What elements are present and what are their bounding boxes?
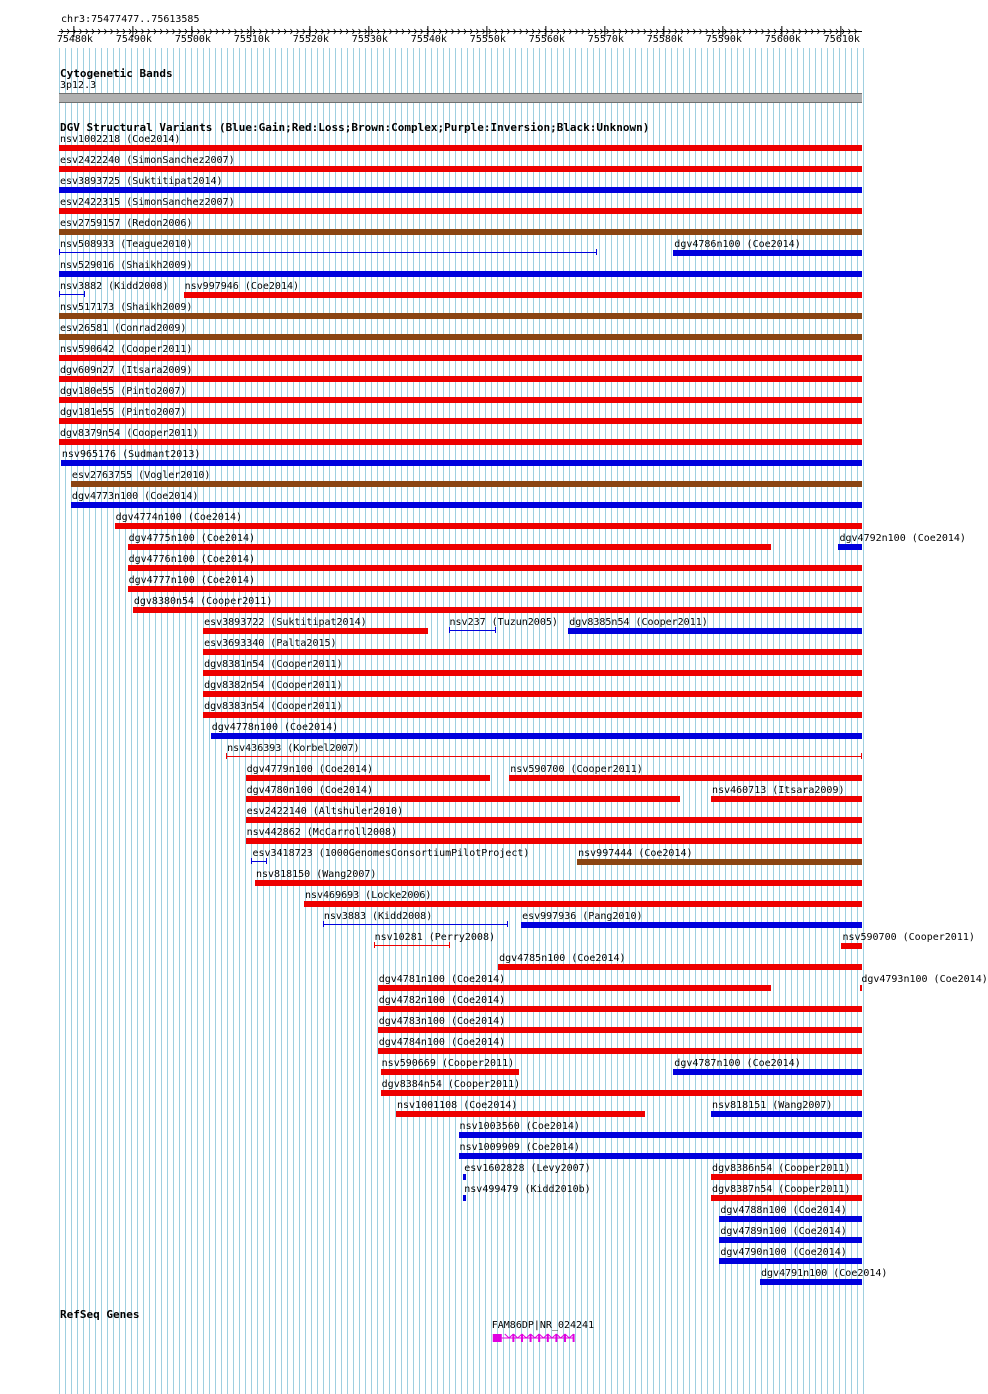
dgv-feature[interactable] (323, 910, 508, 930)
dgv-feature-label[interactable]: dgv609n27 (Itsara2009) (60, 365, 193, 376)
dgv-feature-bar[interactable] (711, 796, 862, 802)
dgv-feature-label[interactable]: dgv4791n100 (Coe2014) (761, 1268, 888, 1279)
dgv-feature[interactable] (203, 700, 862, 720)
dgv-feature-label[interactable]: esv2422240 (SimonSanchez2007) (60, 155, 235, 166)
dgv-feature-label[interactable]: nsv590700 (Cooper2011) (510, 764, 643, 775)
dgv-feature-label[interactable]: dgv4792n100 (Coe2014) (839, 533, 966, 544)
dgv-feature-bar[interactable] (59, 334, 862, 340)
dgv-feature-label[interactable]: esv3418723 (1000GenomesConsortiumPilotProject) (252, 848, 530, 859)
dgv-feature-label[interactable]: nsv499479 (Kidd2010b) (464, 1184, 591, 1195)
dgv-feature[interactable] (378, 973, 771, 993)
dgv-feature[interactable] (59, 406, 862, 426)
dgv-feature[interactable] (463, 1183, 591, 1203)
dgv-feature-bar[interactable] (59, 376, 862, 382)
dgv-feature[interactable] (59, 175, 862, 195)
ruler-tick-label: 75560k (528, 34, 565, 45)
dgv-feature-bar[interactable] (59, 208, 862, 214)
dgv-feature-label[interactable]: dgv4779n100 (Coe2014) (246, 764, 373, 775)
gene-label[interactable]: FAM86DP|NR_024241 (491, 1320, 595, 1331)
dgv-feature-bar[interactable] (59, 271, 862, 277)
dgv-feature-bar[interactable] (841, 943, 862, 949)
dgv-feature-bar[interactable] (71, 481, 862, 487)
dgv-feature[interactable] (59, 238, 597, 258)
dgv-feature[interactable] (711, 1099, 862, 1119)
dgv-feature-label[interactable]: dgv8384n54 (Cooper2011) (381, 1079, 521, 1090)
dgv-feature-label[interactable]: esv3693340 (Palta2015) (204, 638, 337, 649)
dgv-feature[interactable] (459, 1141, 862, 1161)
dgv-feature-bar[interactable] (71, 502, 862, 508)
dgv-feature-label[interactable]: dgv8387n54 (Cooper2011) (712, 1184, 851, 1195)
dgv-feature[interactable] (71, 469, 862, 489)
dgv-feature-bar[interactable] (211, 733, 862, 739)
dgv-feature-label[interactable]: dgv4776n100 (Coe2014) (128, 554, 255, 565)
dgv-feature-label[interactable]: esv3893722 (Suktitipat2014) (204, 617, 367, 628)
dgv-feature-bar[interactable] (203, 649, 862, 655)
dgv-feature[interactable] (133, 595, 862, 615)
dgv-feature-bar[interactable] (459, 1132, 862, 1138)
dgv-feature-bar[interactable] (378, 1027, 862, 1033)
dgv-feature[interactable] (449, 616, 558, 636)
dgv-feature-bar[interactable] (463, 1195, 465, 1201)
dgv-feature[interactable] (59, 301, 862, 321)
dgv-feature[interactable] (381, 1078, 862, 1098)
ruler-tick-label: 75580k (646, 34, 683, 45)
dgv-feature[interactable] (711, 1183, 862, 1203)
dgv-feature[interactable] (59, 364, 862, 384)
dgv-feature[interactable] (498, 952, 862, 972)
gene-exon[interactable] (493, 1334, 502, 1342)
dgv-feature[interactable] (463, 1162, 591, 1182)
dgv-feature[interactable] (577, 847, 862, 867)
ruler-tick-label: 75510k (233, 34, 270, 45)
dgv-feature-bar[interactable] (59, 229, 862, 235)
gene-intron-chevron (522, 1334, 531, 1338)
dgv-feature-bar[interactable] (711, 1111, 862, 1117)
dgv-feature[interactable] (203, 637, 862, 657)
dgv-feature-bar[interactable] (59, 252, 597, 253)
dgv-feature-label[interactable]: nsv10281 (Perry2008) (374, 932, 495, 943)
dgv-feature-bar[interactable] (59, 294, 85, 295)
dgv-feature[interactable] (255, 868, 862, 888)
dgv-feature-bar[interactable] (378, 1048, 862, 1054)
ruler-tick-label: 75600k (764, 34, 801, 45)
dgv-feature[interactable] (128, 553, 862, 573)
cytoband-track-title[interactable]: Cytogenetic Bands (60, 67, 173, 80)
dgv-feature-bar[interactable] (396, 1111, 645, 1117)
dgv-feature-label[interactable]: nsv508933 (Teague2010) (60, 239, 193, 250)
dgv-feature-bar[interactable] (838, 544, 862, 550)
dgv-feature-label[interactable]: dgv8383n54 (Cooper2011) (204, 701, 343, 712)
dgv-feature-label[interactable]: dgv4774n100 (Coe2014) (115, 512, 243, 523)
dgv-feature-bar[interactable] (203, 712, 862, 718)
dgv-feature-bar[interactable] (719, 1216, 862, 1222)
dgv-feature-label[interactable]: dgv4786n100 (Coe2014) (674, 239, 801, 250)
dgv-feature-label[interactable]: dgv4780n100 (Coe2014) (246, 785, 373, 796)
dgv-feature-bar[interactable] (323, 924, 508, 925)
dgv-feature[interactable] (203, 616, 428, 636)
dgv-feature-label[interactable]: dgv8380n54 (Cooper2011) (133, 596, 273, 607)
dgv-feature-label[interactable]: dgv180e55 (Pinto2007) (60, 386, 187, 397)
ruler-tick-label: 75610k (823, 34, 860, 45)
dgv-feature-bar[interactable] (568, 628, 862, 634)
dgv-feature-label[interactable]: esv2422315 (SimonSanchez2007) (60, 197, 235, 208)
dgv-feature-bar[interactable] (115, 523, 862, 529)
ruler-tick-label: 75590k (705, 34, 742, 45)
dgv-feature[interactable] (251, 847, 530, 867)
dgv-feature-label[interactable]: dgv4788n100 (Coe2014) (720, 1205, 847, 1216)
ruler-tick-label: 75530k (351, 34, 388, 45)
dgv-feature[interactable] (59, 133, 862, 153)
dgv-feature[interactable] (378, 1036, 862, 1056)
dgv-feature[interactable] (760, 1267, 888, 1287)
dgv-feature-bar[interactable] (463, 1174, 465, 1180)
dgv-feature-bar[interactable] (381, 1069, 519, 1075)
dgv-feature-bar[interactable] (521, 922, 862, 928)
dgv-feature[interactable] (226, 742, 862, 762)
dgv-feature-bar[interactable] (128, 544, 771, 550)
dgv-feature-bar[interactable] (59, 397, 862, 403)
dgv-feature-label[interactable]: nsv590669 (Cooper2011) (381, 1058, 515, 1069)
dgv-feature[interactable] (246, 763, 491, 783)
dgv-feature-label[interactable]: nsv997946 (Coe2014) (184, 281, 299, 292)
dgv-feature-label[interactable]: nsv997444 (Coe2014) (578, 848, 693, 859)
dgv-feature-bar[interactable] (255, 880, 862, 886)
dgv-feature-bar[interactable] (378, 1006, 862, 1012)
dgv-feature-bar[interactable] (711, 1195, 862, 1201)
dgv-feature-label[interactable]: nsv818151 (Wang2007) (712, 1100, 833, 1111)
dgv-feature-label[interactable]: dgv8381n54 (Cooper2011) (204, 659, 343, 670)
dgv-feature[interactable] (59, 259, 862, 279)
dgv-feature[interactable] (459, 1120, 862, 1140)
dgv-feature-label[interactable]: esv2763755 (Vogler2010) (71, 470, 211, 481)
dgv-feature-label[interactable]: dgv4775n100 (Coe2014) (128, 533, 255, 544)
dgv-feature[interactable] (711, 784, 862, 804)
dgv-feature-label[interactable]: nsv1009909 (Coe2014) (459, 1142, 580, 1153)
dgv-feature[interactable] (838, 532, 966, 552)
ruler-tick-label: 75500k (174, 34, 211, 45)
ruler-tick-label: 75540k (410, 34, 447, 45)
dgv-feature-label[interactable]: nsv590642 (Cooper2011) (60, 344, 193, 355)
dgv-feature-bar[interactable] (128, 565, 862, 571)
dgv-feature-bar[interactable] (246, 796, 681, 802)
dgv-feature-label[interactable]: nsv442862 (McCarroll2008) (246, 827, 398, 838)
dgv-feature-bar[interactable] (719, 1237, 862, 1243)
dgv-feature[interactable] (719, 1225, 862, 1245)
dgv-feature-bar[interactable] (184, 292, 862, 298)
dgv-feature-bar[interactable] (378, 985, 771, 991)
dgv-feature-bar[interactable] (673, 1069, 862, 1075)
dgv-feature-label[interactable]: dgv4785n100 (Coe2014) (499, 953, 626, 964)
dgv-feature[interactable] (711, 1162, 862, 1182)
dgv-feature-bar[interactable] (860, 985, 862, 991)
dgv-feature[interactable] (61, 448, 862, 468)
ruler-tick-label: 75480k (56, 34, 93, 45)
dgv-feature[interactable] (184, 280, 862, 300)
dgv-feature[interactable] (203, 679, 862, 699)
dgv-feature[interactable] (246, 784, 681, 804)
ruler-tick-label: 75520k (292, 34, 329, 45)
dgv-feature[interactable] (115, 511, 862, 531)
dgv-feature-bar[interactable] (203, 691, 862, 697)
dgv-feature-label[interactable]: nsv3882 (Kidd2008) (60, 281, 169, 292)
dgv-feature-label[interactable]: dgv181e55 (Pinto2007) (60, 407, 187, 418)
dgv-feature[interactable] (304, 889, 862, 909)
dgv-feature[interactable] (59, 217, 862, 237)
dgv-feature-bar[interactable] (128, 586, 862, 592)
dgv-feature-label[interactable]: nsv469693 (Locke2006) (304, 890, 432, 901)
dgv-feature-label[interactable]: nsv1001108 (Coe2014) (397, 1100, 518, 1111)
dgv-feature-bar[interactable] (760, 1279, 862, 1285)
dgv-feature[interactable] (719, 1246, 862, 1266)
cytoband-bar[interactable] (59, 93, 862, 103)
dgv-feature-label[interactable]: esv2422140 (Altshuler2010) (246, 806, 404, 817)
dgv-feature-bar[interactable] (61, 460, 862, 466)
gene-exon[interactable] (573, 1334, 575, 1342)
gene-intron-chevron (565, 1334, 574, 1338)
dgv-feature-bar[interactable] (381, 1090, 862, 1096)
dgv-feature[interactable] (673, 1057, 862, 1077)
dgv-feature-label[interactable]: esv1602828 (Levy2007) (464, 1163, 591, 1174)
dgv-feature-bar[interactable] (673, 250, 862, 256)
dgv-feature[interactable] (521, 910, 862, 930)
dgv-feature-label[interactable]: dgv4781n100 (Coe2014) (378, 974, 506, 985)
dgv-feature[interactable] (59, 154, 862, 174)
dgv-feature-label[interactable]: esv26581 (Conrad2009) (60, 323, 187, 334)
dgv-feature[interactable] (841, 931, 975, 951)
dgv-feature-label[interactable]: nsv436393 (Korbel2007) (227, 743, 360, 754)
dgv-feature[interactable] (246, 805, 862, 825)
gene-intron-chevron (539, 1334, 548, 1338)
dgv-feature[interactable] (59, 196, 862, 216)
dgv-feature-label[interactable]: nsv460713 (Itsara2009) (712, 785, 845, 796)
dgv-feature-label[interactable]: esv997936 (Pang2010) (522, 911, 643, 922)
dgv-feature-bar[interactable] (246, 775, 491, 781)
dgv-feature-bar[interactable] (246, 817, 862, 823)
dgv-feature-bar[interactable] (577, 859, 862, 865)
dgv-feature-label[interactable]: esv2759157 (Redon2006) (60, 218, 193, 229)
dgv-feature-bar[interactable] (59, 355, 862, 361)
dgv-feature-bar[interactable] (374, 945, 451, 946)
dgv-feature-bar[interactable] (59, 166, 862, 172)
dgv-feature-label[interactable]: nsv517173 (Shaikh2009) (60, 302, 193, 313)
dgv-feature-bar[interactable] (498, 964, 862, 970)
dgv-feature[interactable] (59, 427, 862, 447)
dgv-feature-label[interactable]: dgv4787n100 (Coe2014) (674, 1058, 801, 1069)
dgv-feature-label[interactable]: dgv4790n100 (Coe2014) (720, 1247, 847, 1258)
dgv-feature-label[interactable]: dgv8382n54 (Cooper2011) (204, 680, 343, 691)
dgv-feature[interactable] (378, 1015, 862, 1035)
dgv-feature-label[interactable]: nsv1003560 (Coe2014) (459, 1121, 580, 1132)
dgv-feature-label[interactable]: nsv237 (Tuzun2005) (449, 617, 558, 628)
dgv-feature-bar[interactable] (509, 775, 862, 781)
dgv-feature-label[interactable]: nsv1002218 (Coe2014) (60, 134, 181, 145)
dgv-feature-label[interactable]: dgv8385n54 (Cooper2011) (569, 617, 708, 628)
dgv-feature-bar[interactable] (719, 1258, 862, 1264)
dgv-feature-bar[interactable] (203, 670, 862, 676)
dgv-feature-label[interactable]: dgv8379n54 (Cooper2011) (60, 428, 199, 439)
cytoband-label: 3p12.3 (60, 80, 97, 91)
dgv-feature[interactable] (719, 1204, 862, 1224)
dgv-feature-label[interactable]: nsv818150 (Wang2007) (256, 869, 377, 880)
dgv-feature-label[interactable]: dgv4778n100 (Coe2014) (211, 722, 339, 733)
dgv-feature[interactable] (203, 658, 862, 678)
dgv-feature[interactable] (59, 280, 169, 300)
dgv-feature[interactable] (211, 721, 862, 741)
dgv-feature-bar[interactable] (203, 628, 428, 634)
dgv-feature-bar[interactable] (59, 145, 862, 151)
dgv-feature[interactable] (568, 616, 862, 636)
gene-intron-chevron (531, 1334, 540, 1338)
dgv-feature-label[interactable]: dgv4784n100 (Coe2014) (378, 1037, 506, 1048)
dgv-feature-bar[interactable] (459, 1153, 862, 1159)
dgv-feature-label[interactable]: nsv590700 (Cooper2011) (842, 932, 975, 943)
dgv-feature-label[interactable]: dgv4793n100 (Coe2014) (861, 974, 988, 985)
gene-intron-chevron (513, 1334, 522, 1338)
gene-intron-chevron (556, 1334, 565, 1338)
dgv-feature-bar[interactable] (251, 861, 267, 862)
dgv-feature-bar[interactable] (59, 313, 862, 319)
ruler-tick-label: 75570k (587, 34, 624, 45)
refseq-track-title[interactable]: RefSeq Genes (60, 1308, 140, 1321)
dgv-feature-bar[interactable] (246, 838, 862, 844)
dgv-feature-label[interactable]: nsv3883 (Kidd2008) (323, 911, 433, 922)
dgv-feature[interactable] (71, 490, 862, 510)
gene-model[interactable] (0, 1330, 890, 1350)
dgv-feature-bar[interactable] (59, 418, 862, 424)
gene-intron-chevron (505, 1334, 514, 1338)
dgv-feature[interactable] (673, 238, 862, 258)
dgv-feature-label[interactable]: esv3893725 (Suktitipat2014) (60, 176, 223, 187)
dgv-feature[interactable] (396, 1099, 645, 1119)
dgv-feature-bar[interactable] (304, 901, 862, 907)
ruler-tick-label: 75550k (469, 34, 506, 45)
dgv-feature[interactable] (381, 1057, 519, 1077)
dgv-feature-label[interactable]: dgv4782n100 (Coe2014) (378, 995, 506, 1006)
dgv-feature-label[interactable]: dgv4773n100 (Coe2014) (71, 491, 199, 502)
ruler-tick-label: 75490k (115, 34, 152, 45)
dgv-feature-label[interactable]: dgv8386n54 (Cooper2011) (712, 1163, 851, 1174)
dgv-feature[interactable] (128, 532, 771, 552)
dgv-track-title[interactable]: DGV Structural Variants (Blue:Gain;Red:Loss;Brown:Complex;Purple:Inversion;Black:Unknown) (60, 121, 650, 134)
dgv-feature-label[interactable]: nsv529016 (Shaikh2009) (60, 260, 193, 271)
dgv-feature[interactable] (59, 385, 862, 405)
dgv-feature[interactable] (509, 763, 862, 783)
position-label: chr3:75477477..75613585 (61, 14, 200, 25)
dgv-feature-bar[interactable] (59, 187, 862, 193)
dgv-feature[interactable] (378, 994, 862, 1014)
dgv-feature-bar[interactable] (711, 1174, 862, 1180)
gene-intron-chevron (548, 1334, 557, 1338)
dgv-feature-label[interactable]: dgv4777n100 (Coe2014) (128, 575, 255, 586)
dgv-feature[interactable] (128, 574, 862, 594)
dgv-feature-bar[interactable] (449, 630, 496, 631)
dgv-feature[interactable] (860, 973, 988, 993)
dgv-feature-label[interactable]: dgv4789n100 (Coe2014) (720, 1226, 847, 1237)
dgv-feature-label[interactable]: nsv965176 (Sudmant2013) (61, 449, 201, 460)
dgv-feature[interactable] (59, 343, 862, 363)
dgv-feature[interactable] (374, 931, 495, 951)
dgv-feature-label[interactable]: dgv4783n100 (Coe2014) (378, 1016, 506, 1027)
dgv-feature-bar[interactable] (59, 439, 862, 445)
dgv-feature[interactable] (59, 322, 862, 342)
dgv-feature[interactable] (246, 826, 862, 846)
dgv-feature-bar[interactable] (226, 756, 862, 757)
dgv-feature-bar[interactable] (133, 607, 862, 613)
